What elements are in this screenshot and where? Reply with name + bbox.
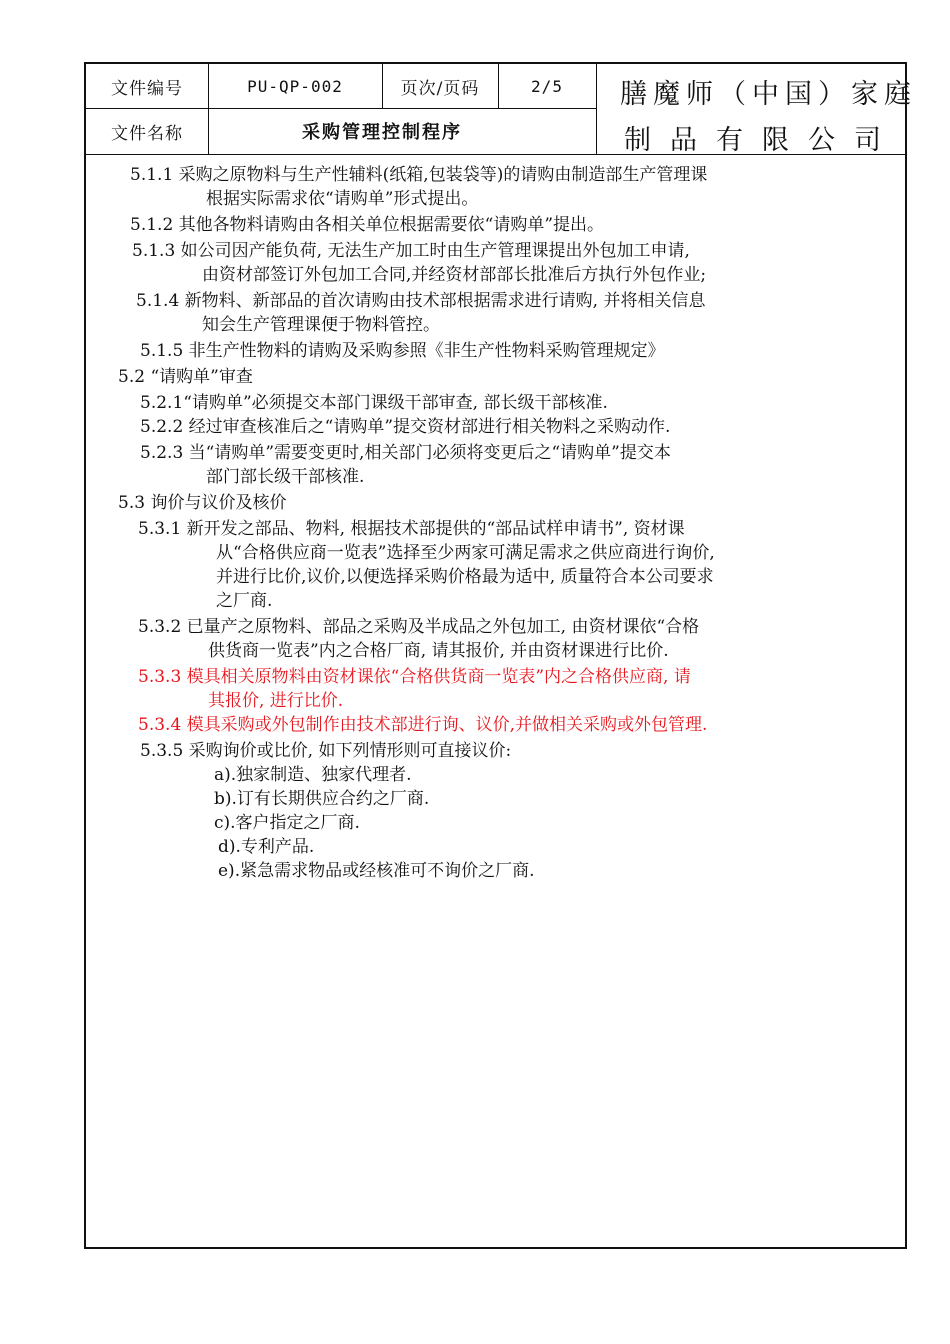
text-line: 之厂商. [216,591,273,611]
text-line: 5.1.2 其他各物料请购由各相关单位根据需要依“请购单”提出。 [130,215,605,235]
company-name-line2: 制品有限公司 [624,125,900,156]
text-line: 5.3.1 新开发之部品、物料, 根据技术部提供的“部品试样申请书”, 资材课 [138,519,685,539]
text-line: 5.1.5 非生产性物料的请购及采购参照《非生产性物料采购管理规定》 [140,341,665,361]
text-line-highlight: 5.3.4 模具采购或外包制作由技术部进行询、议价,并做相关采购或外包管理. [138,715,708,735]
list-item: b).订有长期供应合约之厂商. [214,789,430,809]
section-heading: 5.3 询价与议价及核价 [118,493,287,513]
text-line-highlight: 5.3.3 模具相关原物料由资材课依“合格供货商一览表”内之合格供应商, 请 [138,667,691,687]
text-line: 部门部长级干部核准. [206,467,365,487]
text-line: 5.1.1 采购之原物料与生产性辅料(纸箱,包装袋等)的请购由制造部生产管理课 [130,165,708,185]
text-line: 5.3.2 已量产之原物料、部品之采购及半成品之外包加工, 由资材课依“合格 [138,617,700,637]
list-item: e).紧急需求物品或经核准可不询价之厂商. [218,861,535,881]
text-line: 5.1.3 如公司因产能负荷, 无法生产加工时由生产管理课提出外包加工申请, [132,241,690,261]
text-line: 5.2.3 当“请购单”需要变更时,相关部门必须将变更后之“请购单”提交本 [140,443,671,463]
text-line: 根据实际需求依“请购单”形式提出。 [206,189,479,209]
doc-name-value: 采购管理控制程序 [302,122,462,143]
text-line-highlight: 其报价, 进行比价. [208,691,344,711]
text-line: 5.2.1“请购单”必须提交本部门课级干部审查, 部长级干部核准. [140,393,608,413]
doc-no-label: 文件编号 [111,78,183,99]
list-item: c).客户指定之厂商. [214,813,360,833]
text-line: 5.3.5 采购询价或比价, 如下列情形则可直接议价: [140,741,512,761]
text-line: 并进行比价,议价,以便选择采购价格最为适中, 质量符合本公司要求 [216,567,714,587]
text-line: 供货商一览表”内之合格厂商, 请其报价, 并由资材课进行比价. [208,641,669,661]
text-line: 从“合格供应商一览表”选择至少两家可满足需求之供应商进行询价, [216,543,715,563]
page-value: 2/5 [531,76,563,96]
text-line: 由资材部签订外包加工合同,并经资材部部长批准后方执行外包作业; [202,265,707,285]
text-line: 知会生产管理课便于物料管控。 [202,315,440,335]
company-name [598,64,917,156]
list-item: a).独家制造、独家代理者. [214,765,412,785]
doc-no-value: PU-QP-002 [247,76,343,96]
list-item: d).专利产品. [218,837,315,857]
text-line: 5.1.4 新物料、新部品的首次请购由技术部根据需求进行请购, 并将相关信息 [136,291,706,311]
page-label: 页次/页码 [400,78,480,99]
header-table [86,64,917,156]
document-frame [84,62,917,1249]
doc-name-label: 文件名称 [111,123,183,144]
section-heading: 5.2 “请购单”审查 [118,367,253,387]
text-line: 5.2.2 经过审查核准后之“请购单”提交资材部进行相关物料之采购动作. [140,417,671,437]
company-name-line1: 膳魔师（中国）家庭 [620,79,917,110]
